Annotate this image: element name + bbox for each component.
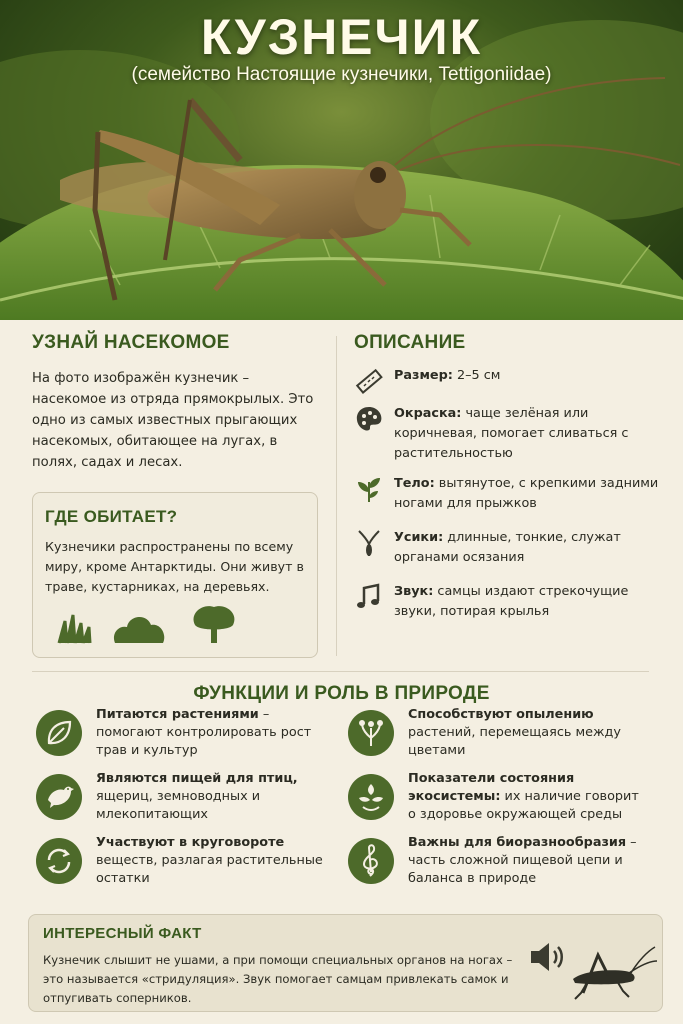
hero-image [0,0,683,320]
antennae-value: длинные, тонкие, служат органами осязания [394,530,621,565]
fact-heading: ИНТЕРЕСНЫЙ ФАКТ [43,925,202,942]
habitat-heading: ГДЕ ОБИТАЕТ? [45,507,178,526]
cycle-icon [36,838,82,884]
sprout-icon [354,474,384,504]
treble-clef-icon [348,838,394,884]
role-plants-label: Питаются растениями [96,707,259,722]
recognize-text: На фото изображён кузнечик – насекомое из отряда прямокрылых. Это одно из самых известных прыгающих насекомых, обитающее на лугах, в полях, садах и лесах. [32,371,314,470]
sound-value: самцы издают стрекочущие звуки, потирая крылья [394,584,629,619]
pollination-icon [348,710,394,756]
body-value: вытянутое, с крепкими задними ногами для прыжков [394,476,659,511]
description-heading: ОПИСАНИЕ [354,332,466,353]
section-divider [32,671,649,672]
description-item-size [354,366,664,396]
leaf-icon [36,710,82,756]
role-ecosystem-text: их наличие говорит о здоровье окружающей среды [408,789,639,822]
role-food-text: ящериц, земноводных и млекопитающих [96,789,261,822]
bird-icon [36,774,82,820]
bush-icon [111,609,167,645]
role-cycle-label: Участвуют в круговороте [96,835,285,850]
grass-icon [55,609,95,645]
sound-label: Звук: [394,584,434,599]
size-value: 2–5 см [452,368,501,383]
column-divider [336,336,337,656]
music-note-icon [354,582,384,612]
roles-heading: ФУНКЦИИ И РОЛЬ В ПРИРОДЕ [193,683,490,704]
role-ecosystem-label: Показатели состояния экосистемы: [408,771,575,804]
role-biodiversity-label: Важны для биоразнообразия [408,835,627,850]
antennae-label: Усики: [394,530,444,545]
color-label: Окраска: [394,406,462,421]
palette-icon [354,404,384,434]
recognize-heading: УЗНАЙ НАСЕКОМОЕ [32,332,230,353]
color-value: чаще зелёная или коричневая, помогает сливаться с растительностью [394,406,629,461]
role-food-label: Являются пищей для птиц, [96,771,298,786]
role-plants-text: – помогают контролировать рост трав и культур [96,707,312,758]
habitat-card [32,492,318,658]
grasshopper-silhouette-icon [553,941,658,1001]
antennae-icon [354,528,384,558]
fact-card [28,914,663,1012]
role-biodiversity-text: – часть сложной пищевой цепи и баланса в природе [408,835,637,886]
page-subtitle: (семейство Настоящие кузнечики, Tettigoniidae) [131,64,552,85]
role-cycle-text: веществ, разлагая растительные остатки [96,853,323,886]
description-item-antennae [354,528,664,572]
ecosystem-icon [348,774,394,820]
size-label: Размер: [394,368,453,383]
description-item-sound [354,582,664,626]
description-item-body [354,474,664,518]
habitat-text: Кузнечики распространены по всему миру, кроме Антарктиды. Они живут в траве, кустарниках, на деревьях. [45,539,304,594]
description-section [354,332,664,619]
ruler-icon [354,366,384,396]
description-item-color [354,404,664,464]
role-pollination-text: растений, перемещаясь между цветами [408,725,621,758]
page-title: КУЗНЕЧИК [200,9,483,65]
fact-text: Кузнечик слышит не ушами, а при помощи специальных органов на ногах – это называется «стридуляция». Звук помогает самцам привлекать самок и отпугивать соперников. [43,953,513,1005]
tree-icon [189,603,239,645]
recognize-section [32,332,322,473]
body-label: Тело: [394,476,435,491]
role-pollination-label: Способствуют опылению [408,707,594,722]
